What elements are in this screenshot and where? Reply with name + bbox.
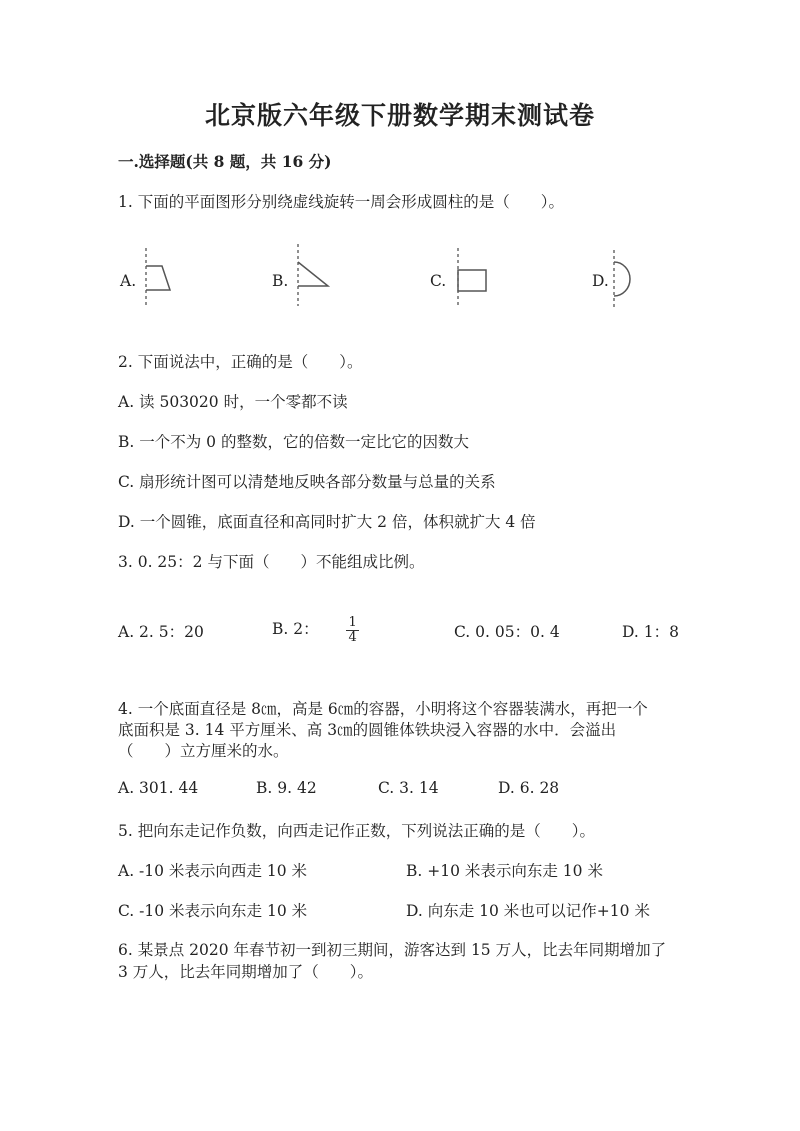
question-1-stem: 1. 下面的平面图形分别绕虚线旋转一周会形成圆柱的是（ ）。 (118, 193, 564, 211)
q3-option-a: A. 2. 5：20 (118, 623, 204, 641)
q1-option-a-label: A. (120, 272, 137, 290)
question-4-line-1: 4. 一个底面直径是 8㎝，高是 6㎝的容器，小明将这个容器装满水，再把一个 (118, 700, 648, 718)
question-6-line-1: 6. 某景点 2020 年春节初一到初三期间，游客达到 15 万人，比去年同期增加了 (118, 941, 667, 959)
fraction (346, 616, 358, 645)
q2-option-b: B. 一个不为 0 的整数，它的倍数一定比它的因数大 (118, 433, 469, 451)
fraction-denominator: 4 (348, 629, 357, 645)
q4-option-a: A. 301. 44 (118, 779, 199, 797)
question-3-stem: 3. 0. 25：2 与下面（ ）不能组成比例。 (118, 553, 425, 571)
question-6-line-2: 3 万人，比去年同期增加了（ ）。 (118, 963, 374, 981)
q1-option-b-label: B. (272, 272, 289, 290)
q1-option-d-label: D. (592, 272, 609, 290)
page-title: 北京版六年级下册数学期末测试卷 (204, 101, 595, 130)
q3-option-b-prefix: B. 2： (272, 620, 319, 638)
triangle-shape-icon (292, 242, 336, 308)
q4-option-d: D. 6. 28 (498, 779, 560, 797)
question-4-line-3: （ ）立方厘米的水。 (118, 742, 289, 760)
trapezoid-shape-icon (140, 246, 180, 308)
q3-option-c: C. 0. 05：0. 4 (454, 623, 560, 641)
q5-option-a: A. -10 米表示向西走 10 米 (118, 862, 308, 880)
q2-option-d: D. 一个圆锥，底面直径和高同时扩大 2 倍，体积就扩大 4 倍 (118, 513, 536, 531)
q5-option-b: B. +10 米表示向东走 10 米 (406, 862, 603, 880)
q1-option-c-label: C. (430, 272, 447, 290)
q3-option-d: D. 1：8 (622, 623, 679, 641)
q4-option-b: B. 9. 42 (256, 779, 317, 797)
q5-option-c: C. -10 米表示向东走 10 米 (118, 902, 308, 920)
q2-option-c: C. 扇形统计图可以清楚地反映各部分数量与总量的关系 (118, 473, 496, 491)
question-2-stem: 2. 下面说法中，正确的是（ ）。 (118, 353, 363, 371)
q3-option-b (272, 610, 359, 648)
section-heading: 一.选择题(共 8 题，共 16 分) (118, 152, 332, 171)
question-4-line-2: 底面积是 3. 14 平方厘米、高 3㎝的圆锥体铁块浸入容器的水中．会溢出 (118, 721, 617, 739)
q5-option-d: D. 向东走 10 米也可以记作+10 米 (406, 902, 650, 920)
rectangle-shape-icon (452, 246, 492, 308)
q4-option-c: C. 3. 14 (378, 779, 439, 797)
question-5-stem: 5. 把向东走记作负数，向西走记作正数，下列说法正确的是（ ）。 (118, 822, 595, 840)
q2-option-a: A. 读 503020 时，一个零都不读 (118, 393, 348, 411)
semicircle-shape-icon (608, 248, 644, 310)
fraction-numerator: 1 (348, 614, 357, 630)
